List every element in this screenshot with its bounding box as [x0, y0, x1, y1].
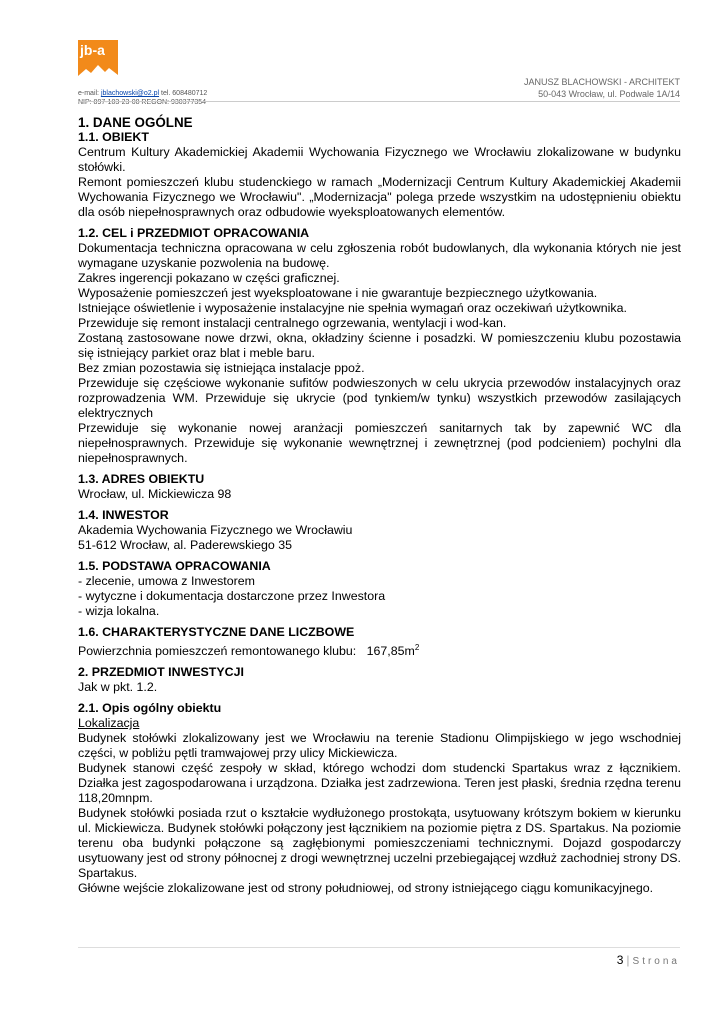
page-label: Strona — [632, 956, 680, 967]
paragraph: Dokumentacja techniczna opracowana w celu zgłoszenia robót budowlanych, dla wykonania których nie jest wymagane uzyskanie pozwolenia na budowę. — [78, 241, 681, 270]
heading-dane-liczbowe: 1.6. CHARAKTERYSTYCZNE DANE LICZBOWE — [78, 625, 355, 639]
paragraph: Wrocław, ul. Mickiewicza 98 — [78, 487, 232, 501]
heading-dane-ogolne: 1. DANE OGÓLNE — [78, 115, 193, 130]
list-item: - wytyczne i dokumentacja dostarczone przez Inwestora — [78, 589, 386, 603]
footer-divider — [78, 947, 680, 948]
logo-text: jb-a — [80, 42, 105, 58]
header-company — [524, 76, 680, 100]
header-divider — [78, 101, 680, 102]
paragraph: Zakres ingerencji pokazano w części graficznej. — [78, 271, 340, 285]
paragraph: 51-612 Wrocław, al. Paderewskiego 35 — [78, 538, 292, 552]
heading-przedmiot: 2. PRZEDMIOT INWESTYCJI — [78, 665, 244, 680]
paragraph: Istniejące oświetlenie i wyposażenie instalacyjne nie spełnia wymagań oraz oczekiwań użytkownika. — [78, 301, 627, 315]
heading-obiekt: 1.1. OBIEKT — [78, 130, 149, 144]
contact-info: e-mail: jblachowski@o2.pl tel. 608480712 NIP: 897-103-23-08 REGON: 930377354 — [78, 90, 208, 106]
page-number: 3 — [616, 953, 624, 967]
email-link[interactable]: jblachowski@o2.pl — [100, 90, 160, 97]
paragraph: Główne wejście zlokalizowane jest od strony południowej, od strony istniejącego ciągu komunikacyjnego. — [78, 881, 654, 896]
subheading-lokalizacja: Lokalizacja — [78, 716, 140, 731]
company-address: 50-043 Wrocław, ul. Podwale 1A/14 — [538, 89, 680, 99]
paragraph: Budynek stanowi część zespoły w skład, którego wchodzi dom studencki Spartakus wraz z łącznikiem. Działka jest zagospodarowana i urządzona. Działka jest zadrzewiona. Teren jest płaski, średnia rzędna terenu 118,20mnpm. — [78, 761, 681, 806]
paragraph: Zostaną zastosowane nowe drzwi, okna, okładziny ścienne i posadzki. W pomieszczeniu klubu pozostawia się istniejący parkiet oraz blat i meble baru. — [78, 331, 681, 360]
paragraph: Przewiduje się remont instalacji centralnego ogrzewania, wentylacji i wod-kan. — [78, 316, 507, 330]
paragraph: Wyposażenie pomieszczeń jest wyeksploatowane i nie gwarantuje bezpiecznego użytkowania. — [78, 286, 598, 300]
paragraph: Centrum Kultury Akademickiej Akademii Wychowania Fizycznego we Wrocławiu zlokalizowane w budynku stołówki. — [78, 145, 681, 174]
paragraph: Remont pomieszczeń klubu studenckiego w ramach „Modernizacji Centrum Kultury Akademickiej Akademii Wychowania Fizycznego we Wrocławiu". „Modernizacja" polega przede wszystkim na udostępnieniu obiektu dla osób niepełnosprawnych oraz odbudowie wyeksploatowanych elementów. — [78, 175, 681, 219]
paragraph: Przewiduje się częściowe wykonanie sufitów podwieszonych w celu ukrycia przewodów instalacyjnych oraz rozprowadzenia WM. Przewiduje się ukrycie (pod tynkiem/w tynku) wszystkich przewodów zasilających elektrycznych — [78, 376, 681, 420]
page-footer: 3 | Strona — [616, 953, 680, 967]
mountain-icon — [78, 62, 118, 81]
heading-podstawa: 1.5. PODSTAWA OPRACOWANIA — [78, 559, 271, 573]
area-value: 167,85m — [366, 644, 415, 659]
document-body — [78, 115, 681, 896]
paragraph: Budynek stołówki posiada rzut o kształcie wydłużonego prostokąta, usytuowany krótszym bokiem w kierunku ul. Mickiewicza. Budynek stołówki połączony jest łącznikiem na poziomie piętra z DS. Spartakus. Na poziomie terenu oba budynki połączone są zagłębionymi pomieszczeniami technicznymi. Dojazd gospodarczy usytuowany jest od strony północnej z drogi wewnętrznej uczelni przebiegającej wzdłuż zachodniej strony DS. Spartakus. — [78, 806, 681, 881]
list-item: - wizja lokalna. — [78, 604, 160, 618]
paragraph: Akademia Wychowania Fizycznego we Wrocławiu — [78, 523, 353, 537]
company-logo — [78, 40, 118, 81]
paragraph: Bez zmian pozostawia się istniejąca instalacje ppoż. — [78, 361, 365, 375]
paragraph: Przewiduje się wykonanie nowej aranżacji pomieszczeń sanitarnych tak by zapewnić WC dla niepełnosprawnych. Przewiduje się wykonanie wewnętrznej i zewnętrznej (pod podcieniem) pochylni dla niepełnosprawnych. — [78, 421, 681, 465]
paragraph: Budynek stołówki zlokalizowany jest we Wrocławiu na terenie Stadionu Olimpijskiego w jego wschodniej części, w pobliżu pętli tramwajowej przy ulicy Mickiewicza. — [78, 731, 681, 761]
paragraph: Jak w pkt. 1.2. — [78, 680, 158, 695]
list-item: - zlecenie, umowa z Inwestorem — [78, 574, 255, 588]
heading-inwestor: 1.4. INWESTOR — [78, 508, 169, 522]
heading-opis: 2.1. Opis ogólny obiektu — [78, 701, 222, 716]
heading-cel: 1.2. CEL i PRZEDMIOT OPRACOWANIA — [78, 226, 310, 240]
heading-adres: 1.3. ADRES OBIEKTU — [78, 472, 205, 486]
area-line: Powierzchnia pomieszczeń remontowanego klubu: $167,85m^2$ — [78, 643, 420, 659]
company-name: JANUSZ BLACHOWSKI - ARCHITEKT — [523, 77, 680, 87]
